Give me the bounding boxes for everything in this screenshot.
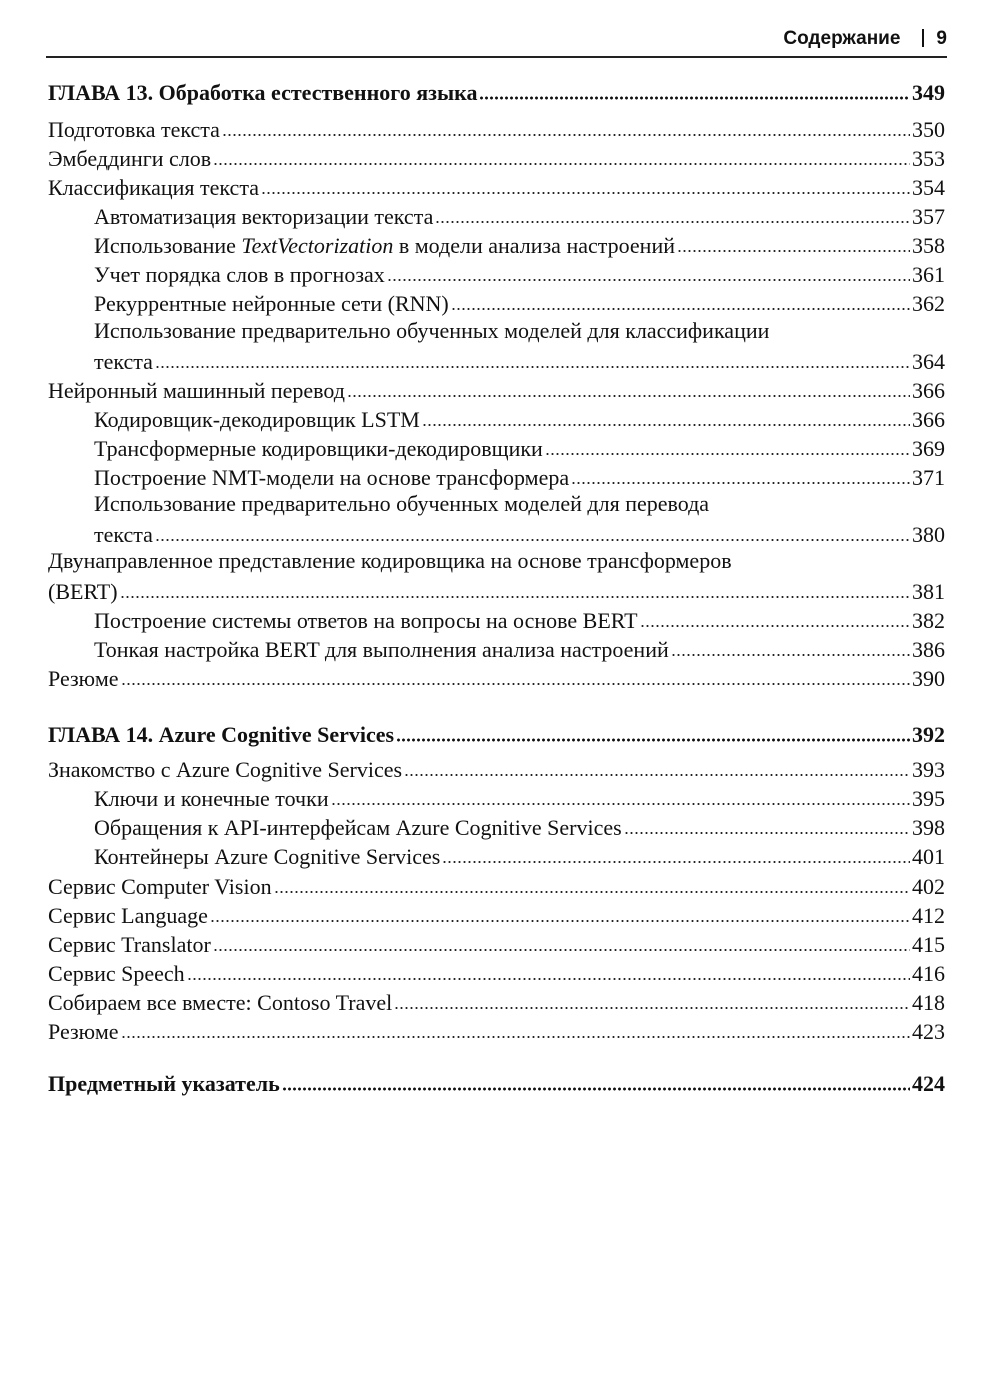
toc-page-number: 390: [912, 666, 945, 691]
toc-entry-title: текста: [94, 522, 153, 547]
dot-leader: [451, 307, 910, 311]
toc-entry[interactable]: [48, 932, 945, 958]
toc-page-number: 353: [912, 146, 945, 171]
toc-entry-title: Построение NMT-модели на основе трансформера: [94, 465, 570, 490]
toc-entry[interactable]: [94, 204, 945, 230]
dot-leader: [155, 538, 910, 542]
toc-entry-title: ГЛАВА 14. Azure Cognitive Services: [48, 722, 395, 747]
toc-entry[interactable]: [94, 786, 945, 812]
toc-page-number: 362: [912, 291, 945, 316]
dot-leader: [571, 481, 910, 485]
toc-entry-title: Сервис Computer Vision: [48, 874, 272, 899]
toc-page-number: 392: [912, 722, 945, 747]
header-section-title: Содержание: [783, 28, 901, 49]
toc-entry[interactable]: [94, 465, 945, 491]
toc-entry[interactable]: [48, 1019, 945, 1045]
dot-leader: [404, 773, 910, 777]
toc-entry[interactable]: [94, 233, 945, 259]
toc-entry[interactable]: [94, 522, 945, 548]
toc-entry[interactable]: [48, 757, 945, 783]
toc-entry[interactable]: [48, 175, 945, 201]
toc-page-number: 369: [912, 436, 945, 461]
toc-entry-title: Резюме: [48, 1019, 119, 1044]
dot-leader: [387, 278, 910, 282]
toc-chapter-entry[interactable]: [48, 722, 945, 748]
toc-page-number: 354: [912, 175, 945, 200]
header-separator: [922, 29, 924, 47]
toc-page-number: 395: [912, 786, 945, 811]
dot-leader: [394, 1006, 910, 1010]
toc-entry[interactable]: [94, 637, 945, 663]
toc-page-number: 380: [912, 522, 945, 547]
toc-page-number: 416: [912, 961, 945, 986]
toc-entry[interactable]: [48, 146, 945, 172]
toc-page-number: 366: [912, 407, 945, 432]
toc-entry-title: Классификация текста: [48, 175, 259, 200]
toc-page-number: 361: [912, 262, 945, 287]
dot-leader: [210, 919, 910, 923]
running-header: [46, 20, 947, 58]
header-page-number: 9: [936, 28, 947, 49]
toc-entry[interactable]: [48, 666, 945, 692]
toc-entry-title: Резюме: [48, 666, 119, 691]
dot-leader: [120, 595, 910, 599]
dot-leader: [213, 162, 910, 166]
toc-page-number: 418: [912, 990, 945, 1015]
dot-leader: [677, 249, 910, 253]
toc-page-number: 366: [912, 378, 945, 403]
toc-entry-title: Предметный указатель: [48, 1071, 280, 1096]
dot-leader: [213, 948, 910, 952]
toc-page-number: 357: [912, 204, 945, 229]
toc-entry-title: Ключи и конечные точки: [94, 786, 329, 811]
dot-leader: [331, 802, 910, 806]
toc-entry-title-italic: TextVectorization: [241, 233, 394, 258]
dot-leader: [640, 624, 910, 628]
dot-leader: [274, 890, 910, 894]
toc-chapter-entry[interactable]: [48, 80, 945, 106]
toc-entry[interactable]: [94, 815, 945, 841]
toc-entry-title-part: Использование: [94, 233, 242, 258]
toc-entry-title: Сервис Speech: [48, 961, 185, 986]
toc-page-number: 382: [912, 608, 945, 633]
toc-entry[interactable]: [94, 436, 945, 462]
toc-entry-title: Рекуррентные нейронные сети (RNN): [94, 291, 449, 316]
dot-leader: [435, 220, 910, 224]
toc-entry-title: Построение системы ответов на вопросы на основе BERT: [94, 608, 638, 633]
toc-entry-title: Автоматизация векторизации текста: [94, 204, 434, 229]
toc-entry[interactable]: [94, 608, 945, 634]
toc-chapter-entry[interactable]: [48, 1071, 945, 1097]
toc-page-number: 401: [912, 844, 945, 869]
dot-leader: [422, 423, 910, 427]
toc-entry-title: Нейронный машинный перевод: [48, 378, 345, 403]
dot-leader: [545, 452, 910, 456]
toc-entry-title-line1: Использование предварительно обученных моделей для перевода: [94, 491, 710, 516]
toc-entry[interactable]: [94, 262, 945, 288]
toc-entry-title-part: в модели анализа настроений: [393, 233, 675, 258]
dot-leader: [671, 653, 910, 657]
toc-entry-title: Трансформерные кодировщики-декодировщики: [94, 436, 543, 461]
toc-page-number: 350: [912, 117, 945, 142]
toc-entry-title: [94, 233, 675, 259]
dot-leader: [155, 365, 910, 369]
toc-entry[interactable]: [48, 990, 945, 1016]
toc-page-number: 423: [912, 1019, 945, 1044]
toc-entry-title: Тонкая настройка BERT для выполнения анализа настроений: [94, 637, 669, 662]
toc-entry-title: ГЛАВА 13. Обработка естественного языка: [48, 80, 478, 105]
toc-entry-title: Контейнеры Azure Cognitive Services: [94, 844, 441, 869]
toc-entry[interactable]: [48, 903, 945, 929]
dot-leader: [442, 860, 910, 864]
toc-entry-title: Кодировщик-декодировщик LSTM: [94, 407, 420, 432]
toc-page-number: 412: [912, 903, 945, 928]
toc-page-number: 371: [912, 465, 945, 490]
toc-entry-title: (BERT): [48, 579, 118, 604]
toc-entry[interactable]: [94, 349, 945, 375]
toc-page-number: 398: [912, 815, 945, 840]
toc-page-number: 424: [912, 1071, 945, 1096]
toc-entry-title: Обращения к API-интерфейсам Azure Cognitive Services: [94, 815, 622, 840]
toc-entry[interactable]: [94, 844, 945, 870]
dot-leader: [396, 738, 910, 742]
dot-leader: [261, 191, 910, 195]
toc-entry-title: Сервис Translator: [48, 932, 211, 957]
toc-entry-title: Сервис Language: [48, 903, 208, 928]
dot-leader: [187, 977, 910, 981]
dot-leader: [222, 133, 910, 137]
toc-entry[interactable]: [94, 291, 945, 317]
toc-page-number: 402: [912, 874, 945, 899]
toc-entry[interactable]: [48, 579, 945, 605]
toc-entry-title-line1: Использование предварительно обученных моделей для классификации: [94, 318, 770, 343]
toc-page-number: 386: [912, 637, 945, 662]
toc-page-number: 349: [912, 80, 945, 105]
toc-entry[interactable]: [48, 961, 945, 987]
toc-page-number: 364: [912, 349, 945, 374]
header-right: [783, 28, 947, 50]
toc-page-number: 415: [912, 932, 945, 957]
toc-entry-title: Собираем все вместе: Contoso Travel: [48, 990, 393, 1015]
toc-entry-title: Эмбеддинги слов: [48, 146, 212, 171]
dot-leader: [347, 394, 910, 398]
toc-entry-title-line1: Двунаправленное представление кодировщика на основе трансформеров: [48, 548, 732, 573]
toc-entry[interactable]: [48, 874, 945, 900]
toc-entry[interactable]: [48, 378, 945, 404]
toc-entry[interactable]: [94, 407, 945, 433]
dot-leader: [479, 96, 910, 100]
dot-leader: [121, 682, 910, 686]
toc-entry-title: Учет порядка слов в прогнозах: [94, 262, 385, 287]
dot-leader: [624, 831, 910, 835]
toc-entry[interactable]: [48, 117, 945, 143]
toc-entry-title: текста: [94, 349, 153, 374]
toc-page-number: 381: [912, 579, 945, 604]
dot-leader: [121, 1035, 910, 1039]
toc-page-number: 358: [912, 233, 945, 258]
toc-entry-title: Знакомство с Azure Cognitive Services: [48, 757, 403, 782]
toc-page-number: 393: [912, 757, 945, 782]
dot-leader: [282, 1087, 910, 1091]
toc-entry-title: Подготовка текста: [48, 117, 220, 142]
